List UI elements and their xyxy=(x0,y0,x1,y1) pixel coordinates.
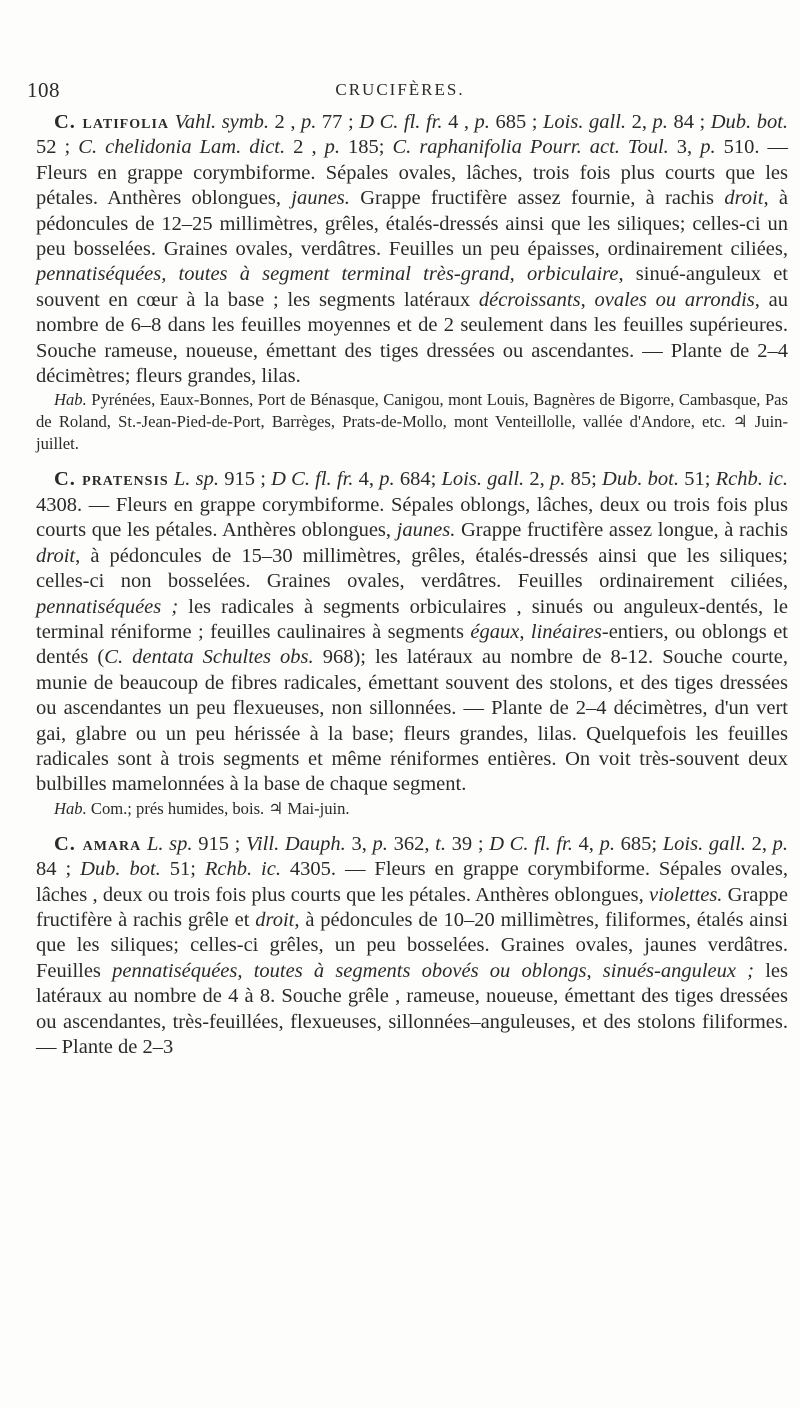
italic-run: p. xyxy=(324,136,340,159)
italic-run: pennatiséquées xyxy=(112,959,238,982)
text-run: 2 , xyxy=(285,136,325,159)
text-run: Grappe fructifère assez fournie, à rachis xyxy=(349,187,725,210)
italic-run: Lois. gall. xyxy=(441,468,525,491)
text-run: 85; xyxy=(565,468,603,491)
text-run: 968); les latéraux au nombre de 8-12. Souche courte, munie de beaucoup de fibres radicales, émettant souvent des stolons, et des tiges dressées ou ascendantes un peu flexueuses, non sillonnées. — Plante de 2–4 décimètres, d'un vert gai, glabre ou un peu hérissée à la base; fleurs grandes, lilas. Quelquefois les feuilles radicales sont à trois segments et même réniformes entières. On voit très-souvent deux bulbilles mamelonnées à la base de chaque segment. xyxy=(36,646,788,796)
description-runs xyxy=(36,468,788,795)
species-description xyxy=(36,110,788,389)
text-run: , xyxy=(237,959,254,982)
italic-run: L. sp. xyxy=(146,832,193,855)
text-run: 685; xyxy=(614,832,663,855)
italic-run: C. raphanifolia Pourr. act. Toul. xyxy=(392,136,669,159)
italic-run: Lois. gall. xyxy=(543,111,627,133)
text-run: 4, xyxy=(572,832,600,855)
italic-run: Dub. bot. xyxy=(80,858,161,881)
italic-run: égaux xyxy=(470,620,520,643)
text-run: 510. — Fleurs en grappe corymbiforme. Sépales ovales, lâches, trois fois plus courts que les pétales. Anthères oblongues, xyxy=(36,136,789,210)
text-run: 4305. — Fleurs en grappe corymbiforme. Sépales ovales, lâches , deux ou trois fois plus courts que les pétales. Anthères oblongues, xyxy=(36,858,788,906)
italic-run: D C. fl. fr. xyxy=(359,111,443,133)
text-run: 51; xyxy=(160,858,205,881)
italic-run: toutes à segments obovés ou oblongs xyxy=(253,959,587,982)
italic-run: p. xyxy=(379,468,395,491)
text-run: 684; xyxy=(394,468,442,491)
text-run: 51; xyxy=(678,468,716,491)
text-run: 2 , xyxy=(268,111,301,133)
habitat-note xyxy=(36,389,788,455)
text-run: Grappe fructifère assez longue, à rachis xyxy=(455,519,789,542)
italic-run: Vahl. symb. xyxy=(174,111,269,133)
text-run: , xyxy=(580,288,595,311)
italic-run: violettes. xyxy=(648,883,723,906)
italic-run: ovales ou arrondis xyxy=(594,288,755,311)
italic-run: p. xyxy=(700,136,716,159)
text-run: les latéraux au nombre de 4 à 8. Souche grêle , rameuse, noueuse, émettant des tiges dressées ou ascendantes, très-feuillées, flexueuses, sillonnées–anguleuses, et des stolons filiformes. — Plante de 2–3 xyxy=(36,959,788,1058)
page-number: 108 xyxy=(27,78,60,102)
text-run: , à pédoncules de 12–25 millimètres, grêles, étalés-dressés ainsi que les siliques; celles-ci un peu bosselées. Graines ovales, verdâtres. Feuilles un peu épaisses, ordinairement ciliées, xyxy=(36,187,788,261)
italic-run: Hab. xyxy=(54,390,87,410)
italic-run: jaunes. xyxy=(396,519,456,542)
text-run: 4, xyxy=(353,468,380,491)
italic-run: t. xyxy=(435,832,446,855)
italic-run: Vill. Dauph. xyxy=(245,832,346,855)
italic-run: décroissants xyxy=(478,288,581,311)
italic-run: droit xyxy=(36,544,76,567)
species-description xyxy=(36,832,788,1061)
italic-run: pennatiséquées, toutes à segment terminal très-grand, orbiculaire xyxy=(36,263,619,286)
italic-run: D C. fl. fr. xyxy=(489,832,573,855)
text-run: 3, xyxy=(345,832,373,855)
text-run: 4 , xyxy=(442,111,475,133)
italic-run: p. xyxy=(372,832,388,855)
text-run: , xyxy=(586,959,603,982)
running-title: CRUCIFÈRES. xyxy=(335,80,465,99)
species-description xyxy=(36,467,788,797)
text-run: , sinué-anguleux et souvent en cœur à la base ; les segments latéraux xyxy=(36,263,788,311)
italic-run: Hab. xyxy=(54,798,87,818)
text-run: 39 ; xyxy=(445,832,490,855)
text-run: Pyrénées, Eaux-Bonnes, Port de Bénasque, Canigou, mont Louis, Bagnères de Bigorre, Cambasque, Pas de Roland, St.-Jean-Pied-de-Port, Barrèges, Prats-de-Mollo, mont Venteillolle, vallée d'Andore, etc. ♃ Juin-juillet. xyxy=(36,390,788,454)
italic-run: p. xyxy=(599,832,615,855)
body-text xyxy=(36,110,788,1072)
text-run: 685 ; xyxy=(489,111,544,133)
italic-run: D C. fl. fr. xyxy=(271,468,354,491)
italic-run: L. sp. xyxy=(173,468,220,491)
text-run: , à pédoncules de 15–30 millimètres, grêles, étalés-dressés ainsi que les siliques; celles-ci non bosselées. Graines ovales, verdâtres. Feuilles ordinairement ciliées, xyxy=(36,544,788,593)
text-run: 84 ; xyxy=(36,858,81,881)
text-run: 915 ; xyxy=(219,468,272,491)
species-entry-amara xyxy=(36,832,788,1061)
description-runs xyxy=(36,111,788,387)
text-run: 2, xyxy=(745,832,773,855)
italic-run: droit xyxy=(724,187,764,210)
text-run: , à pédoncules de 10–20 millimètres, filiformes, étalés ainsi que les siliques; celles-ci grêles, un peu bosselées. Graines ovales, jaunes verdâtres. Feuilles xyxy=(36,908,788,982)
text-run: -entiers, ou oblongs et dentés ( xyxy=(36,620,788,669)
text-run: 84 ; xyxy=(667,111,711,133)
text-run: , xyxy=(519,620,531,643)
species-entry-latifolia xyxy=(36,110,788,455)
species-name: C. latifolia xyxy=(54,111,170,133)
description-runs xyxy=(36,833,788,1058)
page-header xyxy=(0,78,800,108)
text-run: 915 ; xyxy=(192,832,246,855)
text-run: 77 ; xyxy=(316,111,360,133)
text-run: , au nombre de 6–8 dans les feuilles moyennes et de 2 seulement dans les feuilles supérieures. Souche rameuse, noueuse, émettant des tiges dressées ou ascendantes. — Plante de 2–4 décimètres; fleurs grandes, lilas. xyxy=(36,288,789,388)
italic-run: C. dentata Schultes obs. xyxy=(104,646,314,669)
italic-run: Dub. bot. xyxy=(602,468,679,491)
italic-run: droit xyxy=(255,908,295,931)
text-run: 4308. — Fleurs en grappe corymbiforme. Sépales oblongs, lâches, deux ou trois fois plus courts que les pétales. Anthères oblongues, xyxy=(36,493,788,542)
italic-run: Lois. gall. xyxy=(662,832,746,855)
text-run: 3, xyxy=(668,136,701,159)
italic-run: p. xyxy=(652,111,668,133)
italic-run: p. xyxy=(550,468,566,491)
italic-run: pennatiséquées ; xyxy=(36,595,179,618)
italic-run: linéaires xyxy=(530,620,602,643)
italic-run: p. xyxy=(772,832,789,855)
italic-run: Rchb. ic. xyxy=(204,858,281,881)
italic-run: p. xyxy=(474,111,490,133)
italic-run: Rchb. ic. xyxy=(715,468,789,491)
italic-run: C. chelidonia Lam. dict. xyxy=(78,136,286,159)
species-name: C. pratensis xyxy=(54,468,169,491)
text-run: 2, xyxy=(626,111,653,133)
habitat-note xyxy=(36,798,788,820)
italic-run: Dub. bot. xyxy=(710,111,789,133)
text-run: les radicales à segments orbiculaires , sinués ou anguleux-dentés, le terminal réniforme ; feuilles caulinaires à segments xyxy=(36,595,788,643)
text-run: 52 ; xyxy=(36,136,79,159)
italic-run: jaunes. xyxy=(291,187,350,210)
text-run: 2, xyxy=(524,468,550,491)
text-run: 185; xyxy=(339,136,393,159)
italic-run: sinués-anguleux ; xyxy=(602,959,755,982)
italic-run: p. xyxy=(301,111,317,133)
species-entry-pratensis xyxy=(36,467,788,819)
text-run: Grappe fructifère à rachis grêle et xyxy=(36,883,788,931)
species-name: C. amara xyxy=(54,832,142,855)
text-run: Com.; prés humides, bois. ♃ Mai-juin. xyxy=(86,798,350,818)
text-run: 362, xyxy=(387,832,436,855)
